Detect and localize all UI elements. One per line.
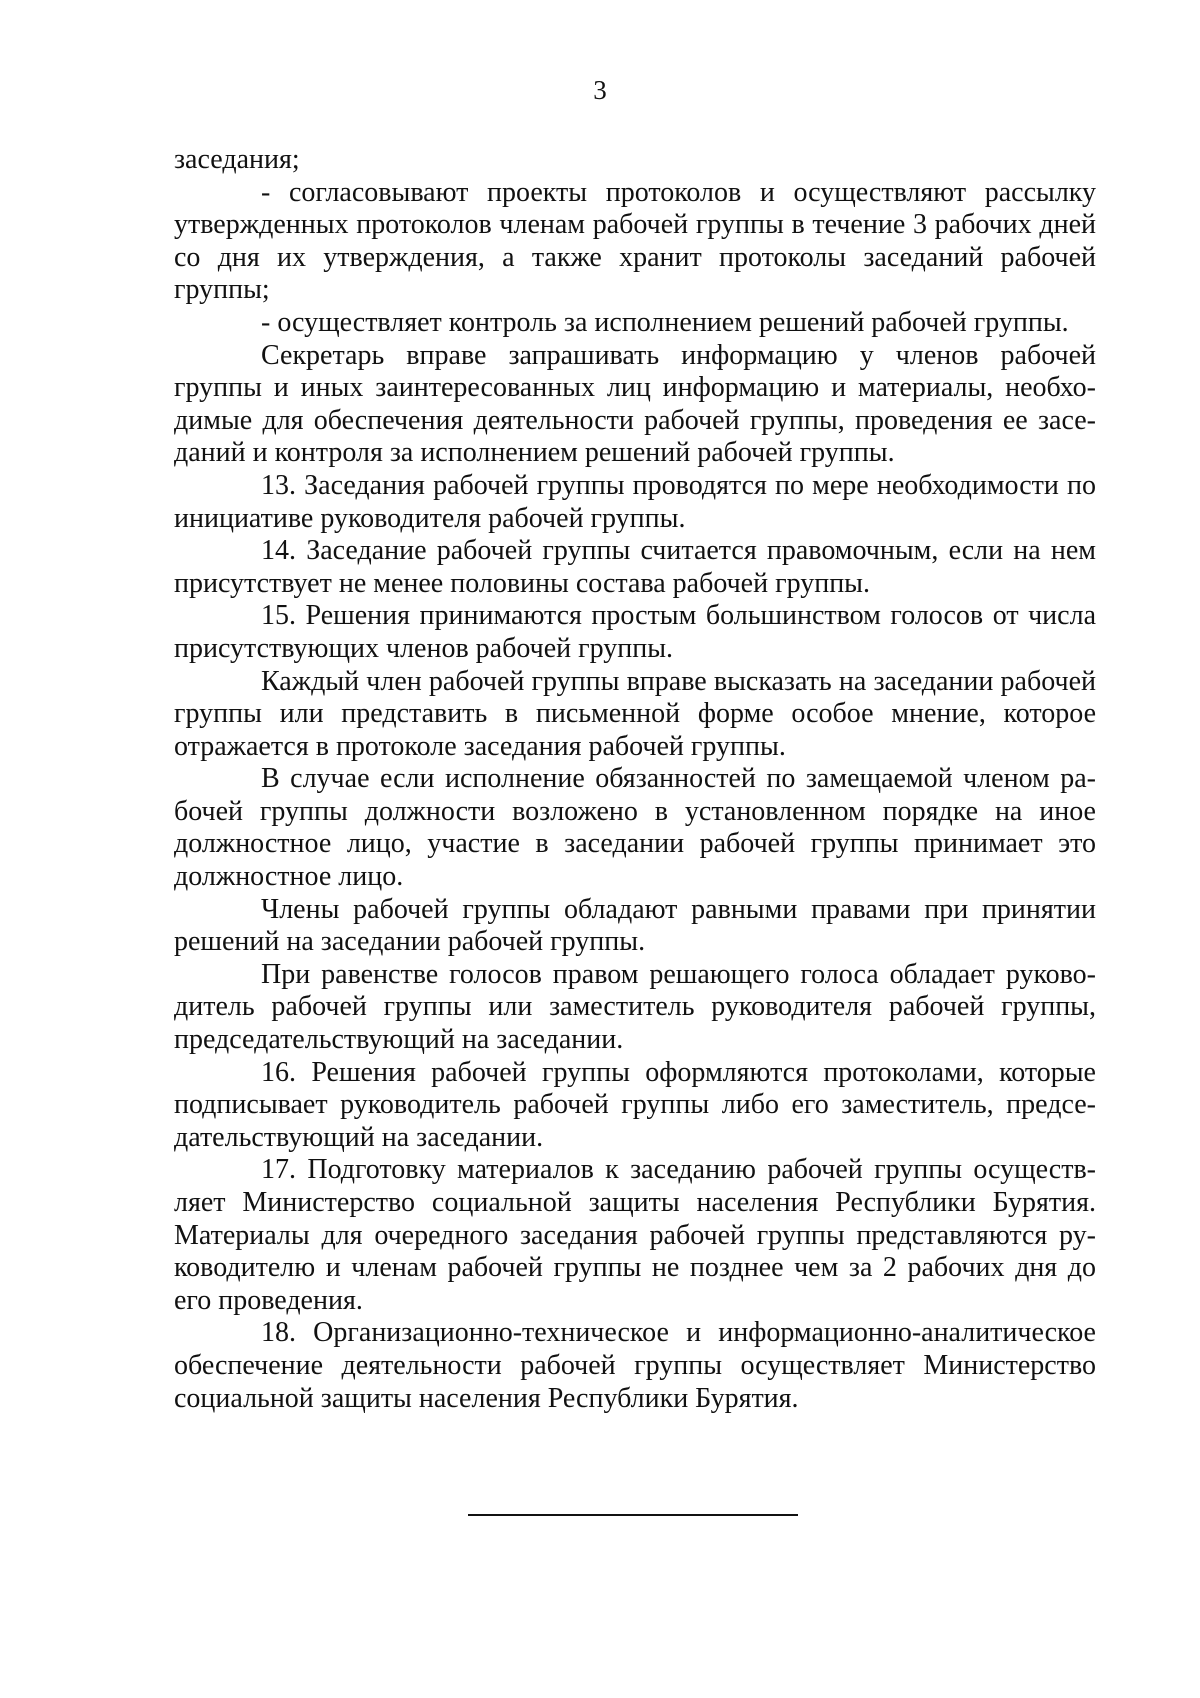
paragraph-protocol-coordination: - согласовывают проекты протоколов и осуществляют рассылку утвержденных протоколов членам рабочей группы в течение 3 рабочих дней со дня их утверждения, а также хранит протоколы заседаний рабочей группы;	[174, 176, 1096, 306]
paragraph-equal-rights: Члены рабочей группы обладают равными правами при принятии решений на заседании рабочей группы.	[174, 893, 1096, 958]
paragraph-item-13: 13. Заседания рабочей группы проводятся по мере необходимости по инициативе руководителя рабочей группы.	[174, 469, 1096, 534]
paragraph-decision-control: - осуществляет контроль за исполнением решений рабочей группы.	[261, 306, 1069, 338]
paragraph-dissenting-opinion: Каждый член рабочей группы вправе высказать на заседании рабочей группы или представить в письменной форме особое мнение, которое отражается в протоколе заседания рабочей группы.	[174, 665, 1096, 762]
paragraph-item-16: 16. Решения рабочей группы оформляются протоколами, которые подписывает руководитель рабочей группы либо его заместитель, председательствующий на заседании.	[174, 1056, 1096, 1153]
page-number: 3	[593, 75, 607, 105]
paragraph-secretary-rights: Секретарь вправе запрашивать информацию у членов рабочей группы и иных заинтересованных лиц информацию и материалы, необходимые для обеспечения деятельности рабочей группы, проведения ее заседаний и контроля за исполнением решений рабочей группы.	[174, 339, 1096, 469]
paragraph-item-14: 14. Заседание рабочей группы считается правомочным, если на нем присутствует не менее половины состава рабочей группы.	[174, 535, 1096, 599]
closing-divider	[468, 1514, 798, 1516]
paragraph-substitute-member: В случае если исполнение обязанностей по замещаемой членом рабочей группы должности возложено в установленном порядке на иное должностное лицо, участие в заседании рабочей группы принимает это должностное лицо.	[174, 763, 1096, 893]
paragraph-item-17: 17. Подготовку материалов к заседанию рабочей группы осуществляет Министерство социальной защиты населения Республики Бурятия. Материалы для очередного заседания рабочей группы представляются руководителю и членам рабочей группы не позднее чем за 2 рабочих дня до его проведения.	[174, 1154, 1096, 1316]
document-body	[174, 144, 1096, 1415]
paragraph-continuation: заседания;	[174, 144, 300, 175]
paragraph-casting-vote: При равенстве голосов правом решающего голоса обладает руководитель рабочей группы или заместитель руководителя рабочей группы, председательствующий на заседании.	[174, 958, 1096, 1056]
paragraph-item-18: 18. Организационно-техническое и информационно-аналитическое обеспечение деятельности рабочей группы осуществляет Министерство социальной защиты населения Республики Бурятия.	[174, 1317, 1096, 1414]
paragraph-item-15: 15. Решения принимаются простым большинством голосов от числа присутствующих членов рабочей группы.	[174, 600, 1096, 664]
